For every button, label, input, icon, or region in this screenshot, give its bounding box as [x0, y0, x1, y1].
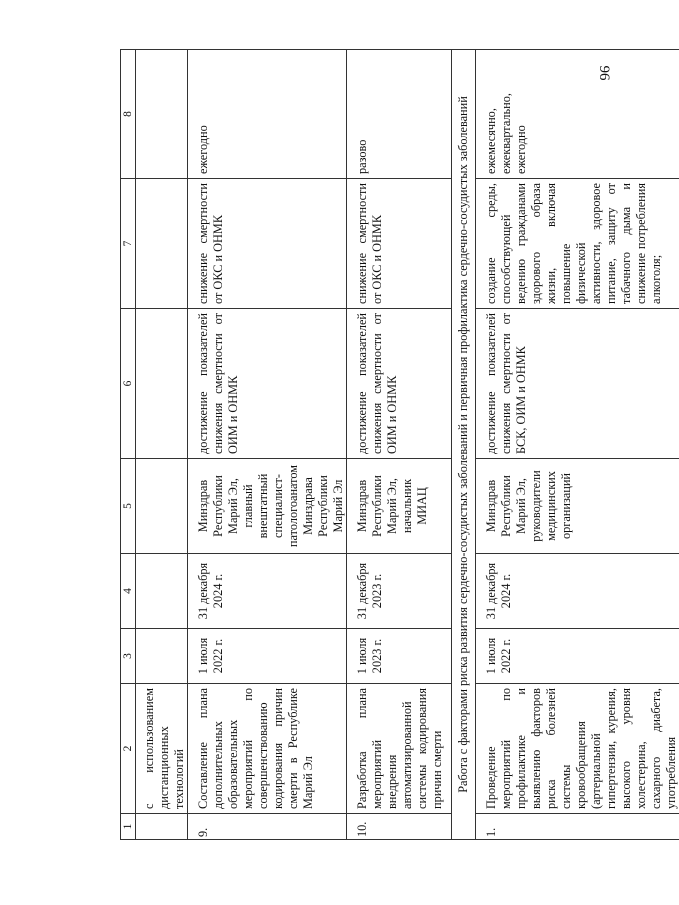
column-header: 2	[121, 684, 136, 814]
measure-cell: с использованием дистанционных технологий	[136, 684, 188, 814]
table-row	[136, 50, 188, 840]
indicator-cell: достижение показателей снижения смертности от ОИМ и ОНМК	[188, 309, 347, 459]
column-header: 7	[121, 179, 136, 309]
row-number: 9.	[188, 814, 347, 840]
column-header: 8	[121, 50, 136, 179]
measure-cell: Проведение мероприятий по профилактике и выявлению факторов риска болезней системы кровообращения (артериальной гипертензии, курения, высокого уровня холестерина, сахарного диабета, употребления	[476, 684, 679, 814]
responsible-cell: Минздрав Республики Марий Эл, начальник МИАЦ	[347, 459, 452, 554]
frequency-cell: разово	[347, 50, 452, 179]
column-header: 6	[121, 309, 136, 459]
result-cell: создание среды, способствующей ведению гражданами здорового образа жизни, включая повышение физической активности, здоровое питание, защиту от табачного дыма и снижение потребления алкоголя;	[476, 179, 679, 309]
indicator-cell	[136, 309, 188, 459]
column-header: 1	[121, 814, 136, 840]
column-header: 4	[121, 554, 136, 629]
page-number: 96	[596, 65, 612, 81]
responsible-cell	[136, 459, 188, 554]
responsible-cell: Минздрав Республики Марий Эл, руководители медицинских организаций	[476, 459, 679, 554]
section-title: Работа с факторами риска развития сердечно-сосудистых заболеваний и первичная профилактика сердечно-сосудистых заболеваний	[452, 50, 476, 840]
start-date-cell	[136, 629, 188, 684]
frequency-cell	[136, 50, 188, 179]
frequency-cell: ежегодно	[188, 50, 347, 179]
start-date-cell: 1 июля 2022 г.	[476, 629, 679, 684]
end-date-cell	[136, 554, 188, 629]
table-row	[188, 50, 347, 840]
column-header: 3	[121, 629, 136, 684]
indicator-cell: достижение показателей снижения смертности от ОИМ и ОНМК	[347, 309, 452, 459]
table-row	[476, 50, 679, 840]
section-row	[452, 50, 476, 840]
measure-cell: Составление плана дополнительных образовательных мероприятий по совершенствованию кодирования причин смерти в Республике Марий Эл	[188, 684, 347, 814]
start-date-cell: 1 июля 2023 г.	[347, 629, 452, 684]
row-number	[136, 814, 188, 840]
column-number-row	[121, 50, 136, 840]
result-cell: снижение смертности от ОКС и ОНМК	[347, 179, 452, 309]
end-date-cell: 31 декабря 2024 г.	[476, 554, 679, 629]
row-number: 1.	[476, 814, 679, 840]
table-row	[347, 50, 452, 840]
end-date-cell: 31 декабря 2023 г.	[347, 554, 452, 629]
frequency-cell: ежемесячно, ежеквартально, ежегодно	[476, 50, 679, 179]
start-date-cell: 1 июля 2022 г.	[188, 629, 347, 684]
measure-cell: Разработка плана мероприятий внедрения автоматизированной системы кодирования причин смерти	[347, 684, 452, 814]
responsible-cell: Минздрав Республики Марий Эл, главный внештатный специалист-патологоанатом Минздрава Республики Марий Эл	[188, 459, 347, 554]
result-cell: снижение смертности от ОКС и ОНМК	[188, 179, 347, 309]
column-header: 5	[121, 459, 136, 554]
end-date-cell: 31 декабря 2024 г.	[188, 554, 347, 629]
action-plan-table	[120, 49, 679, 840]
indicator-cell: достижение показателей снижения смертности от БСК, ОИМ и ОНМК	[476, 309, 679, 459]
result-cell	[136, 179, 188, 309]
row-number: 10.	[347, 814, 452, 840]
